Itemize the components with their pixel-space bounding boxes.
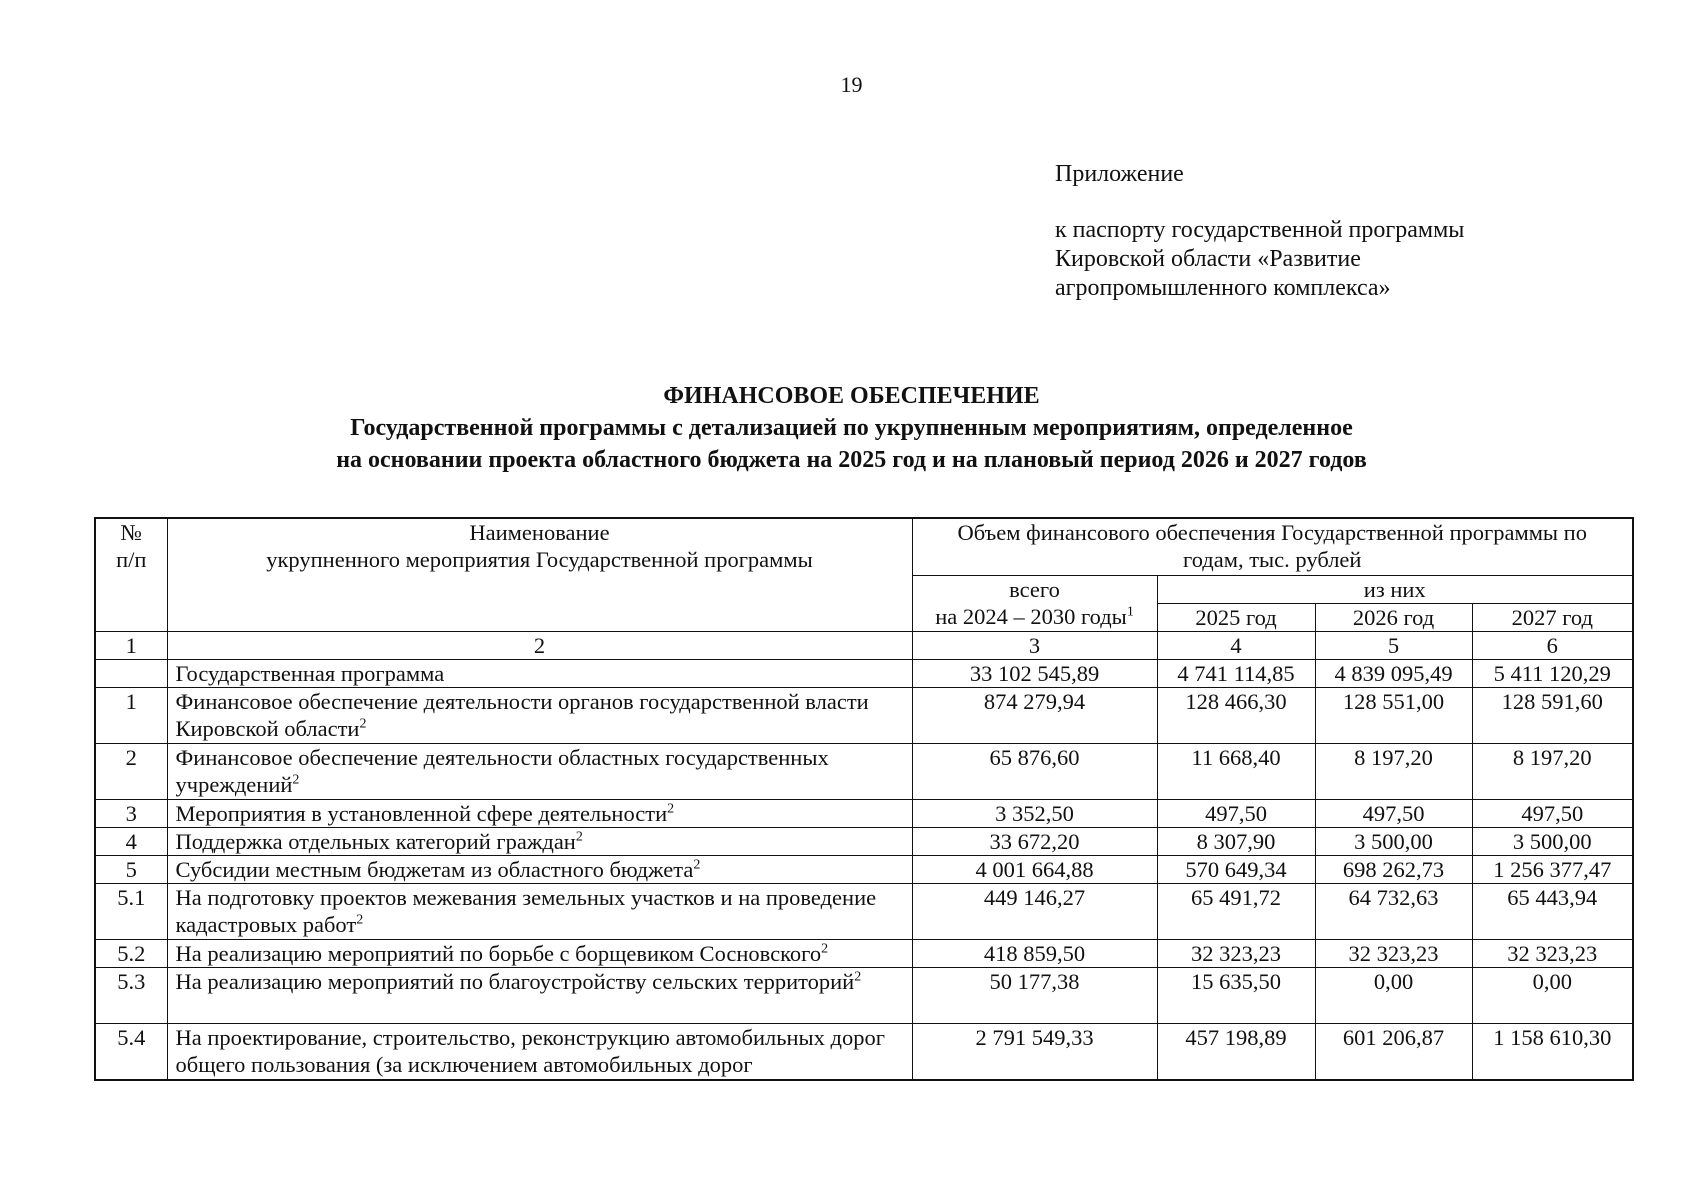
row-2026: 0,00 bbox=[1315, 968, 1472, 1024]
row-total: 418 859,50 bbox=[912, 940, 1157, 968]
row-name bbox=[167, 660, 912, 688]
table-row bbox=[95, 660, 1633, 688]
header-num-line-2: п/п bbox=[116, 547, 147, 572]
row-2027: 1 158 610,30 bbox=[1472, 1024, 1633, 1081]
column-number: 1 bbox=[95, 632, 167, 660]
header-year-2027: 2027 год bbox=[1472, 604, 1633, 632]
header-num-line-1: № bbox=[120, 520, 142, 545]
header-name-cell bbox=[167, 518, 912, 632]
header-total-footnote: 1 bbox=[1126, 604, 1134, 620]
table-row bbox=[95, 940, 1633, 968]
row-2025: 32 323,23 bbox=[1157, 940, 1315, 968]
row-2025: 497,50 bbox=[1157, 800, 1315, 828]
row-number: 5 bbox=[95, 856, 167, 884]
row-2026: 3 500,00 bbox=[1315, 828, 1472, 856]
table-row bbox=[95, 968, 1633, 1024]
appendix-block bbox=[1055, 160, 1464, 303]
header-volume-line-1: Объем финансового обеспечения Государственной программы по bbox=[957, 520, 1587, 545]
column-number: 6 bbox=[1472, 632, 1633, 660]
row-name bbox=[167, 1024, 912, 1081]
header-year-2025: 2025 год bbox=[1157, 604, 1315, 632]
page-number: 19 bbox=[840, 72, 863, 97]
row-footnote: 2 bbox=[693, 857, 701, 873]
row-footnote: 2 bbox=[292, 772, 300, 788]
row-2026: 128 551,00 bbox=[1315, 688, 1472, 744]
row-name bbox=[167, 744, 912, 800]
row-footnote: 2 bbox=[359, 716, 367, 732]
row-2026: 601 206,87 bbox=[1315, 1024, 1472, 1081]
row-name-text: На проектирование, строительство, реконструкцию автомобильных дорог общего пользования (за исключением автомобильных дорог bbox=[175, 1025, 885, 1077]
header-total-cell bbox=[912, 576, 1157, 632]
appendix-line-3: агропромышленного комплекса» bbox=[1055, 275, 1391, 301]
table-row bbox=[95, 884, 1633, 940]
row-2027: 0,00 bbox=[1472, 968, 1633, 1024]
row-footnote: 2 bbox=[575, 829, 583, 845]
header-num-cell bbox=[95, 518, 167, 632]
header-total-line-2 bbox=[916, 603, 1154, 630]
row-2025: 15 635,50 bbox=[1157, 968, 1315, 1024]
row-number: 5.2 bbox=[95, 940, 167, 968]
row-2027: 497,50 bbox=[1472, 800, 1633, 828]
table-row bbox=[95, 828, 1633, 856]
appendix-line-1: к паспорту государственной программы bbox=[1055, 217, 1465, 243]
row-name-text: Государственная программа bbox=[175, 661, 445, 686]
row-name bbox=[167, 828, 912, 856]
financial-table bbox=[94, 517, 1634, 1081]
row-total: 4 001 664,88 bbox=[912, 856, 1157, 884]
row-name-text: Субсидии местным бюджетам из областного бюджета bbox=[175, 857, 694, 882]
row-2027: 8 197,20 bbox=[1472, 744, 1633, 800]
row-2025: 457 198,89 bbox=[1157, 1024, 1315, 1081]
appendix-line-2: Кировской области «Развитие bbox=[1055, 246, 1361, 272]
row-2026: 497,50 bbox=[1315, 800, 1472, 828]
row-number: 4 bbox=[95, 828, 167, 856]
row-name-text: Финансовое обеспечение деятельности областных государственных учреждений bbox=[175, 745, 829, 797]
row-name-text: На реализацию мероприятий по благоустройству сельских территорий bbox=[175, 969, 855, 994]
header-volume-cell bbox=[912, 518, 1633, 576]
row-total: 33 672,20 bbox=[912, 828, 1157, 856]
row-name-text: На подготовку проектов межевания земельных участков и на проведение кадастровых работ bbox=[175, 885, 877, 937]
header-name-line-2: укрупненного мероприятия Государственной программы bbox=[266, 547, 813, 572]
table-row bbox=[95, 688, 1633, 744]
row-name-text: Мероприятия в установленной сфере деятельности bbox=[175, 801, 668, 826]
header-total-text: на 2024 – 2030 годы bbox=[935, 604, 1127, 629]
row-name bbox=[167, 688, 912, 744]
row-name bbox=[167, 856, 912, 884]
table-row bbox=[95, 744, 1633, 800]
column-number-row bbox=[95, 632, 1633, 660]
row-total: 2 791 549,33 bbox=[912, 1024, 1157, 1081]
row-number bbox=[95, 660, 167, 688]
header-year-2026: 2026 год bbox=[1315, 604, 1472, 632]
row-number: 5.3 bbox=[95, 968, 167, 1024]
row-name bbox=[167, 968, 912, 1024]
table-row bbox=[95, 800, 1633, 828]
row-2025: 8 307,90 bbox=[1157, 828, 1315, 856]
header-of-them-cell: из них bbox=[1157, 576, 1633, 604]
column-number: 5 bbox=[1315, 632, 1472, 660]
row-2025: 570 649,34 bbox=[1157, 856, 1315, 884]
row-total: 33 102 545,89 bbox=[912, 660, 1157, 688]
row-name-text: Поддержка отдельных категорий граждан bbox=[175, 829, 576, 854]
header-name-line-1: Наименование bbox=[469, 520, 610, 545]
row-2026: 64 732,63 bbox=[1315, 884, 1472, 940]
heading-line-2: Государственной программы с детализацией по укрупненным мероприятиям, определенное bbox=[350, 415, 1353, 441]
row-2027: 65 443,94 bbox=[1472, 884, 1633, 940]
row-2026: 698 262,73 bbox=[1315, 856, 1472, 884]
row-footnote: 2 bbox=[356, 912, 364, 928]
row-number: 3 bbox=[95, 800, 167, 828]
header-volume-line-2: годам, тыс. рублей bbox=[1183, 547, 1362, 572]
column-number: 3 bbox=[912, 632, 1157, 660]
row-total: 65 876,60 bbox=[912, 744, 1157, 800]
header-total-line-1: всего bbox=[1009, 577, 1060, 602]
row-2027: 1 256 377,47 bbox=[1472, 856, 1633, 884]
row-total: 874 279,94 bbox=[912, 688, 1157, 744]
table-row bbox=[95, 1024, 1633, 1081]
row-2025: 128 466,30 bbox=[1157, 688, 1315, 744]
row-footnote: 2 bbox=[667, 801, 675, 817]
row-name bbox=[167, 940, 912, 968]
row-2025: 4 741 114,85 bbox=[1157, 660, 1315, 688]
row-number: 5.4 bbox=[95, 1024, 167, 1081]
row-2025: 11 668,40 bbox=[1157, 744, 1315, 800]
row-total: 50 177,38 bbox=[912, 968, 1157, 1024]
row-number: 5.1 bbox=[95, 884, 167, 940]
row-2025: 65 491,72 bbox=[1157, 884, 1315, 940]
row-name bbox=[167, 884, 912, 940]
heading-line-1: ФИНАНСОВОЕ ОБЕСПЕЧЕНИЕ bbox=[663, 383, 1040, 409]
row-2026: 8 197,20 bbox=[1315, 744, 1472, 800]
row-number: 1 bbox=[95, 688, 167, 744]
row-footnote: 2 bbox=[854, 969, 862, 985]
row-total: 3 352,50 bbox=[912, 800, 1157, 828]
row-total: 449 146,27 bbox=[912, 884, 1157, 940]
table-row bbox=[95, 856, 1633, 884]
row-name bbox=[167, 800, 912, 828]
row-2026: 4 839 095,49 bbox=[1315, 660, 1472, 688]
row-number: 2 bbox=[95, 744, 167, 800]
row-name-text: Финансовое обеспечение деятельности органов государственной власти Кировской области bbox=[175, 689, 869, 741]
heading-line-3: на основании проекта областного бюджета на 2025 год и на плановый период 2026 и 2027 годов bbox=[336, 447, 1367, 473]
column-number: 2 bbox=[167, 632, 912, 660]
row-2027: 32 323,23 bbox=[1472, 940, 1633, 968]
document-heading bbox=[0, 380, 1703, 476]
row-2027: 3 500,00 bbox=[1472, 828, 1633, 856]
row-name-text: На реализацию мероприятий по борьбе с борщевиком Сосновского bbox=[175, 941, 822, 966]
row-2027: 5 411 120,29 bbox=[1472, 660, 1633, 688]
row-footnote: 2 bbox=[821, 941, 829, 957]
appendix-title: Приложение bbox=[1055, 161, 1184, 187]
column-number: 4 bbox=[1157, 632, 1315, 660]
row-2026: 32 323,23 bbox=[1315, 940, 1472, 968]
row-2027: 128 591,60 bbox=[1472, 688, 1633, 744]
